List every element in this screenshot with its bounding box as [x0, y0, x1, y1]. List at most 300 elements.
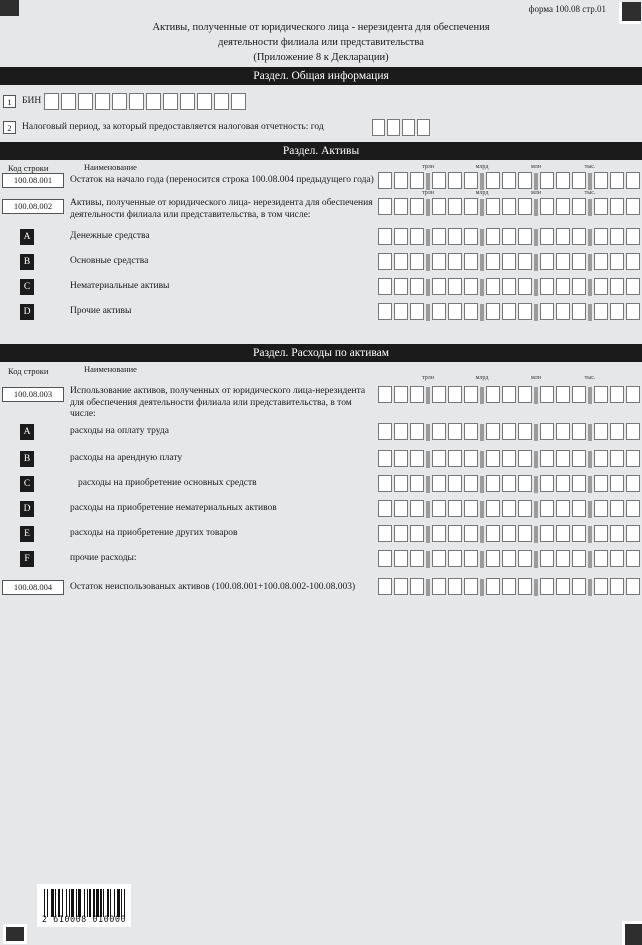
row-label-100-08-004: Остаток неиспользованых активов (100.08.001+100.08.002-100.08.003)	[70, 582, 356, 592]
digit-group-separator	[480, 501, 484, 518]
digit-cell[interactable]	[163, 93, 178, 110]
amount-digit-cell[interactable]	[502, 386, 516, 403]
amount-digit-cell[interactable]	[540, 525, 554, 542]
digit-cell[interactable]	[180, 93, 195, 110]
amount-digit-cell[interactable]	[464, 253, 478, 270]
amount-digit-cell[interactable]	[540, 550, 554, 567]
amount-digit-cell[interactable]	[410, 450, 424, 467]
amount-digit-cell[interactable]	[464, 578, 478, 595]
amount-digit-cell[interactable]	[394, 578, 408, 595]
amount-digit-cell[interactable]	[572, 423, 586, 440]
digit-cell[interactable]	[387, 119, 400, 136]
amount-digit-cell[interactable]	[432, 303, 446, 320]
amount-digit-cell[interactable]	[448, 450, 462, 467]
amount-digit-cell[interactable]	[610, 423, 624, 440]
barcode-bar	[55, 889, 56, 917]
form-title-line-1: Активы, полученные от юридического лица - нерезидента для обеспечения	[152, 22, 490, 33]
amount-digit-cell[interactable]	[486, 450, 500, 467]
row-label-expenses-e: расходы на приобретение других товаров	[70, 528, 238, 538]
amount-digit-cell[interactable]	[540, 278, 554, 295]
digit-group-separator	[426, 229, 430, 246]
digit-group-separator	[534, 579, 538, 596]
amount-digit-cell[interactable]	[556, 303, 570, 320]
amount-digit-cell[interactable]	[540, 423, 554, 440]
amount-digit-cell[interactable]	[410, 172, 424, 189]
amount-digit-cell[interactable]	[464, 172, 478, 189]
digit-group-separator	[534, 199, 538, 216]
amount-digit-cell[interactable]	[626, 450, 640, 467]
amount-digit-cell[interactable]	[464, 386, 478, 403]
amount-grid-100-08-003	[378, 386, 640, 404]
amount-digit-cell[interactable]	[378, 278, 392, 295]
amount-grid-expenses-f	[378, 550, 640, 568]
digit-group-separator	[534, 424, 538, 441]
amount-digit-cell[interactable]	[540, 386, 554, 403]
amount-digit-cell[interactable]	[594, 386, 608, 403]
amount-digit-cell[interactable]	[486, 303, 500, 320]
digit-group-separator	[426, 476, 430, 493]
barcode-bar	[100, 889, 101, 917]
amount-digit-cell[interactable]	[610, 253, 624, 270]
digit-group-separator	[534, 387, 538, 404]
amount-digit-cell[interactable]	[610, 303, 624, 320]
amount-digit-cell[interactable]	[378, 475, 392, 492]
amount-digit-cell[interactable]	[486, 500, 500, 517]
amount-digit-cell[interactable]	[464, 303, 478, 320]
amount-digit-cell[interactable]	[410, 500, 424, 517]
amount-digit-cell[interactable]	[540, 253, 554, 270]
amount-digit-cell[interactable]	[594, 525, 608, 542]
amount-digit-cell[interactable]	[610, 525, 624, 542]
digit-cell[interactable]	[197, 93, 212, 110]
amount-digit-cell[interactable]	[448, 303, 462, 320]
amount-digit-cell[interactable]	[464, 450, 478, 467]
amount-digit-cell[interactable]	[464, 278, 478, 295]
amount-digit-cell[interactable]	[378, 228, 392, 245]
amount-digit-cell[interactable]	[486, 278, 500, 295]
bin-label: БИН	[22, 96, 42, 106]
digit-cell[interactable]	[78, 93, 93, 110]
amount-digit-cell[interactable]	[556, 578, 570, 595]
section-header-general-info: Раздел. Общая информация	[0, 67, 642, 85]
amount-digit-cell[interactable]	[594, 423, 608, 440]
amount-digit-cell[interactable]	[502, 550, 516, 567]
digit-group-separator	[534, 229, 538, 246]
amount-digit-cell[interactable]	[378, 550, 392, 567]
scale-label-million: млн	[530, 164, 542, 170]
amount-digit-cell[interactable]	[594, 198, 608, 215]
amount-digit-cell[interactable]	[610, 228, 624, 245]
amount-digit-cell[interactable]	[610, 278, 624, 295]
amount-scale-labels	[378, 190, 640, 197]
amount-digit-cell[interactable]	[594, 475, 608, 492]
amount-digit-cell[interactable]	[502, 228, 516, 245]
amount-grid-expenses-c	[378, 475, 640, 493]
amount-digit-cell[interactable]	[486, 172, 500, 189]
amount-digit-cell[interactable]	[432, 500, 446, 517]
amount-digit-cell[interactable]	[572, 475, 586, 492]
amount-digit-cell[interactable]	[626, 550, 640, 567]
amount-digit-cell[interactable]	[448, 423, 462, 440]
amount-digit-cell[interactable]	[432, 475, 446, 492]
amount-digit-cell[interactable]	[410, 475, 424, 492]
amount-digit-cell[interactable]	[410, 525, 424, 542]
digit-group-separator	[426, 526, 430, 543]
amount-digit-cell[interactable]	[540, 198, 554, 215]
amount-digit-cell[interactable]	[518, 550, 532, 567]
amount-digit-cell[interactable]	[556, 172, 570, 189]
barcode-bar	[121, 889, 122, 917]
amount-grid-assets-c	[378, 278, 640, 296]
amount-digit-cell[interactable]	[394, 525, 408, 542]
amount-digit-cell[interactable]	[432, 253, 446, 270]
amount-digit-cell[interactable]	[448, 525, 462, 542]
amount-digit-cell[interactable]	[394, 386, 408, 403]
amount-digit-cell[interactable]	[572, 550, 586, 567]
amount-digit-cell[interactable]	[594, 303, 608, 320]
amount-digit-cell[interactable]	[502, 500, 516, 517]
amount-digit-cell[interactable]	[464, 475, 478, 492]
amount-digit-cell[interactable]	[594, 228, 608, 245]
amount-digit-cell[interactable]	[502, 172, 516, 189]
amount-digit-cell[interactable]	[448, 500, 462, 517]
amount-digit-cell[interactable]	[394, 278, 408, 295]
digit-group-separator	[588, 229, 592, 246]
amount-digit-cell[interactable]	[378, 525, 392, 542]
amount-digit-cell[interactable]	[572, 278, 586, 295]
digit-group-separator	[480, 424, 484, 441]
amount-digit-cell[interactable]	[594, 450, 608, 467]
amount-digit-cell[interactable]	[394, 550, 408, 567]
digit-cell[interactable]	[112, 93, 127, 110]
amount-digit-cell[interactable]	[594, 253, 608, 270]
row-letter-assets-a: A	[20, 229, 34, 245]
amount-grid-assets-b	[378, 253, 640, 271]
amount-digit-cell[interactable]	[448, 278, 462, 295]
amount-digit-cell[interactable]	[540, 500, 554, 517]
amount-digit-cell[interactable]	[432, 450, 446, 467]
amount-digit-cell[interactable]	[572, 525, 586, 542]
digit-group-separator	[480, 304, 484, 321]
amount-digit-cell[interactable]	[518, 303, 532, 320]
amount-digit-cell[interactable]	[540, 450, 554, 467]
amount-digit-cell[interactable]	[464, 550, 478, 567]
amount-digit-cell[interactable]	[626, 172, 640, 189]
amount-digit-cell[interactable]	[594, 278, 608, 295]
amount-digit-cell[interactable]	[486, 578, 500, 595]
amount-digit-cell[interactable]	[394, 423, 408, 440]
amount-digit-cell[interactable]	[626, 500, 640, 517]
amount-digit-cell[interactable]	[594, 578, 608, 595]
digit-cell[interactable]	[146, 93, 161, 110]
row-code-100-08-002: 100.08.002	[2, 199, 64, 214]
amount-digit-cell[interactable]	[626, 303, 640, 320]
amount-digit-cell[interactable]	[540, 303, 554, 320]
amount-digit-cell[interactable]	[394, 198, 408, 215]
digit-group-separator	[588, 451, 592, 468]
amount-digit-cell[interactable]	[432, 423, 446, 440]
digit-cell[interactable]	[214, 93, 229, 110]
amount-digit-cell[interactable]	[486, 423, 500, 440]
amount-digit-cell[interactable]	[410, 303, 424, 320]
amount-digit-cell[interactable]	[556, 228, 570, 245]
amount-digit-cell[interactable]	[610, 172, 624, 189]
digit-group-separator	[588, 501, 592, 518]
form-reference: форма 100.08 стр.01	[528, 4, 606, 14]
amount-digit-cell[interactable]	[394, 172, 408, 189]
amount-digit-cell[interactable]	[448, 475, 462, 492]
amount-digit-cell[interactable]	[518, 253, 532, 270]
amount-digit-cell[interactable]	[378, 423, 392, 440]
form-title-line-2: деятельности филиала или представительства	[218, 37, 424, 48]
amount-digit-cell[interactable]	[556, 253, 570, 270]
amount-digit-cell[interactable]	[556, 278, 570, 295]
amount-digit-cell[interactable]	[378, 450, 392, 467]
scale-label-billion: млрд	[475, 164, 489, 170]
amount-digit-cell[interactable]	[502, 450, 516, 467]
amount-digit-cell[interactable]	[540, 475, 554, 492]
amount-digit-cell[interactable]	[610, 500, 624, 517]
digit-group-separator	[480, 526, 484, 543]
amount-digit-cell[interactable]	[626, 228, 640, 245]
barcode-bar	[93, 889, 94, 917]
amount-digit-cell[interactable]	[448, 550, 462, 567]
digit-group-separator	[426, 304, 430, 321]
amount-digit-cell[interactable]	[448, 386, 462, 403]
scale-label-billion: млрд	[475, 375, 489, 381]
amount-digit-cell[interactable]	[540, 578, 554, 595]
amount-grid-expenses-a	[378, 423, 640, 441]
amount-digit-cell[interactable]	[394, 500, 408, 517]
row-code-100-08-003: 100.08.003	[2, 387, 64, 402]
amount-digit-cell[interactable]	[556, 500, 570, 517]
barcode-bar	[44, 889, 45, 917]
barcode-bar	[84, 889, 85, 917]
amount-digit-cell[interactable]	[572, 303, 586, 320]
digit-cell[interactable]	[95, 93, 110, 110]
amount-digit-cell[interactable]	[486, 198, 500, 215]
assets-col-header-code: Код строки	[8, 163, 49, 173]
barcode-bar	[62, 889, 63, 917]
barcode-bar	[78, 889, 81, 917]
amount-digit-cell[interactable]	[448, 172, 462, 189]
amount-digit-cell[interactable]	[610, 386, 624, 403]
amount-digit-cell[interactable]	[410, 578, 424, 595]
amount-digit-cell[interactable]	[394, 303, 408, 320]
digit-cell[interactable]	[61, 93, 76, 110]
amount-digit-cell[interactable]	[378, 578, 392, 595]
row-letter-assets-c: C	[20, 279, 34, 295]
amount-digit-cell[interactable]	[556, 475, 570, 492]
barcode-bar	[103, 889, 104, 917]
amount-grid-100-08-004	[378, 578, 640, 596]
digit-cell[interactable]	[372, 119, 385, 136]
amount-digit-cell[interactable]	[626, 475, 640, 492]
scale-label-thousand: тыс.	[584, 164, 596, 170]
amount-digit-cell[interactable]	[378, 253, 392, 270]
amount-digit-cell[interactable]	[594, 550, 608, 567]
amount-digit-cell[interactable]	[486, 525, 500, 542]
digit-group-separator	[426, 279, 430, 296]
amount-digit-cell[interactable]	[448, 253, 462, 270]
amount-digit-cell[interactable]	[502, 198, 516, 215]
amount-digit-cell[interactable]	[486, 253, 500, 270]
amount-digit-cell[interactable]	[502, 253, 516, 270]
row-letter-expenses-b: B	[20, 451, 34, 467]
digit-cell[interactable]	[417, 119, 430, 136]
amount-digit-cell[interactable]	[502, 423, 516, 440]
amount-digit-cell[interactable]	[410, 550, 424, 567]
amount-digit-cell[interactable]	[464, 500, 478, 517]
row-letter-expenses-e: E	[20, 526, 34, 542]
amount-digit-cell[interactable]	[594, 172, 608, 189]
registration-mark-top-left	[0, 0, 19, 16]
digit-group-separator	[480, 551, 484, 568]
amount-digit-cell[interactable]	[378, 198, 392, 215]
amount-digit-cell[interactable]	[626, 525, 640, 542]
amount-digit-cell[interactable]	[410, 253, 424, 270]
section-header-assets: Раздел. Активы	[0, 142, 642, 160]
amount-digit-cell[interactable]	[626, 253, 640, 270]
amount-digit-cell[interactable]	[518, 475, 532, 492]
row-letter-expenses-c: C	[20, 476, 34, 492]
amount-digit-cell[interactable]	[502, 278, 516, 295]
amount-digit-cell[interactable]	[556, 423, 570, 440]
digit-group-separator	[534, 501, 538, 518]
amount-digit-cell[interactable]	[518, 578, 532, 595]
amount-digit-cell[interactable]	[556, 198, 570, 215]
amount-digit-cell[interactable]	[432, 278, 446, 295]
amount-digit-cell[interactable]	[556, 450, 570, 467]
field-number-1: 1	[3, 95, 16, 108]
amount-digit-cell[interactable]	[394, 450, 408, 467]
amount-digit-cell[interactable]	[572, 172, 586, 189]
amount-digit-cell[interactable]	[610, 578, 624, 595]
amount-digit-cell[interactable]	[572, 500, 586, 517]
amount-digit-cell[interactable]	[626, 423, 640, 440]
amount-digit-cell[interactable]	[556, 550, 570, 567]
digit-group-separator	[588, 254, 592, 271]
digit-group-separator	[534, 526, 538, 543]
amount-digit-cell[interactable]	[378, 303, 392, 320]
amount-digit-cell[interactable]	[518, 386, 532, 403]
amount-digit-cell[interactable]	[448, 228, 462, 245]
digit-cell[interactable]	[402, 119, 415, 136]
amount-digit-cell[interactable]	[378, 172, 392, 189]
amount-digit-cell[interactable]	[432, 550, 446, 567]
amount-digit-cell[interactable]	[432, 172, 446, 189]
amount-digit-cell[interactable]	[518, 172, 532, 189]
amount-digit-cell[interactable]	[410, 278, 424, 295]
amount-digit-cell[interactable]	[518, 423, 532, 440]
digit-group-separator	[588, 579, 592, 596]
amount-digit-cell[interactable]	[394, 475, 408, 492]
barcode-bars	[44, 889, 125, 917]
amount-digit-cell[interactable]	[594, 500, 608, 517]
amount-digit-cell[interactable]	[464, 228, 478, 245]
digit-group-separator	[426, 424, 430, 441]
amount-digit-cell[interactable]	[394, 228, 408, 245]
amount-digit-cell[interactable]	[410, 228, 424, 245]
amount-digit-cell[interactable]	[610, 450, 624, 467]
amount-digit-cell[interactable]	[518, 500, 532, 517]
amount-digit-cell[interactable]	[572, 228, 586, 245]
amount-digit-cell[interactable]	[394, 253, 408, 270]
amount-digit-cell[interactable]	[448, 198, 462, 215]
amount-digit-cell[interactable]	[432, 228, 446, 245]
amount-digit-cell[interactable]	[610, 475, 624, 492]
amount-digit-cell[interactable]	[518, 228, 532, 245]
amount-digit-cell[interactable]	[556, 386, 570, 403]
amount-digit-cell[interactable]	[540, 228, 554, 245]
amount-digit-cell[interactable]	[464, 525, 478, 542]
amount-digit-cell[interactable]	[502, 525, 516, 542]
amount-digit-cell[interactable]	[518, 525, 532, 542]
amount-digit-cell[interactable]	[502, 303, 516, 320]
amount-digit-cell[interactable]	[464, 423, 478, 440]
digit-cell[interactable]	[44, 93, 59, 110]
amount-digit-cell[interactable]	[572, 578, 586, 595]
amount-digit-cell[interactable]	[572, 198, 586, 215]
digit-group-separator	[426, 501, 430, 518]
amount-digit-cell[interactable]	[626, 386, 640, 403]
amount-digit-cell[interactable]	[448, 578, 462, 595]
digit-group-separator	[480, 173, 484, 190]
amount-digit-cell[interactable]	[378, 386, 392, 403]
amount-digit-cell[interactable]	[486, 228, 500, 245]
digit-cell[interactable]	[231, 93, 246, 110]
amount-digit-cell[interactable]	[410, 423, 424, 440]
amount-digit-cell[interactable]	[540, 172, 554, 189]
digit-group-separator	[426, 451, 430, 468]
amount-digit-cell[interactable]	[432, 525, 446, 542]
barcode-bar	[76, 889, 77, 917]
amount-digit-cell[interactable]	[464, 198, 478, 215]
amount-digit-cell[interactable]	[518, 450, 532, 467]
amount-digit-cell[interactable]	[556, 525, 570, 542]
amount-digit-cell[interactable]	[486, 550, 500, 567]
amount-digit-cell[interactable]	[610, 198, 624, 215]
row-letter-assets-d: D	[20, 304, 34, 320]
amount-digit-cell[interactable]	[486, 475, 500, 492]
amount-digit-cell[interactable]	[410, 198, 424, 215]
amount-digit-cell[interactable]	[410, 386, 424, 403]
amount-digit-cell[interactable]	[502, 578, 516, 595]
amount-digit-cell[interactable]	[572, 253, 586, 270]
amount-digit-cell[interactable]	[486, 386, 500, 403]
amount-digit-cell[interactable]	[626, 198, 640, 215]
amount-digit-cell[interactable]	[378, 500, 392, 517]
amount-digit-cell[interactable]	[626, 278, 640, 295]
amount-digit-cell[interactable]	[572, 386, 586, 403]
row-label-assets-a: Денежные средства	[70, 231, 150, 241]
digit-group-separator	[534, 476, 538, 493]
registration-mark-bottom-right	[622, 921, 642, 945]
amount-digit-cell[interactable]	[572, 450, 586, 467]
barcode-bar	[51, 889, 54, 917]
amount-digit-cell[interactable]	[502, 475, 516, 492]
amount-digit-cell[interactable]	[432, 578, 446, 595]
amount-digit-cell[interactable]	[432, 386, 446, 403]
digit-cell[interactable]	[129, 93, 144, 110]
amount-digit-cell[interactable]	[518, 198, 532, 215]
amount-digit-cell[interactable]	[432, 198, 446, 215]
amount-digit-cell[interactable]	[610, 550, 624, 567]
amount-digit-cell[interactable]	[626, 578, 640, 595]
amount-digit-cell[interactable]	[518, 278, 532, 295]
section-header-expenses: Раздел. Расходы по активам	[0, 344, 642, 362]
digit-group-separator	[426, 173, 430, 190]
